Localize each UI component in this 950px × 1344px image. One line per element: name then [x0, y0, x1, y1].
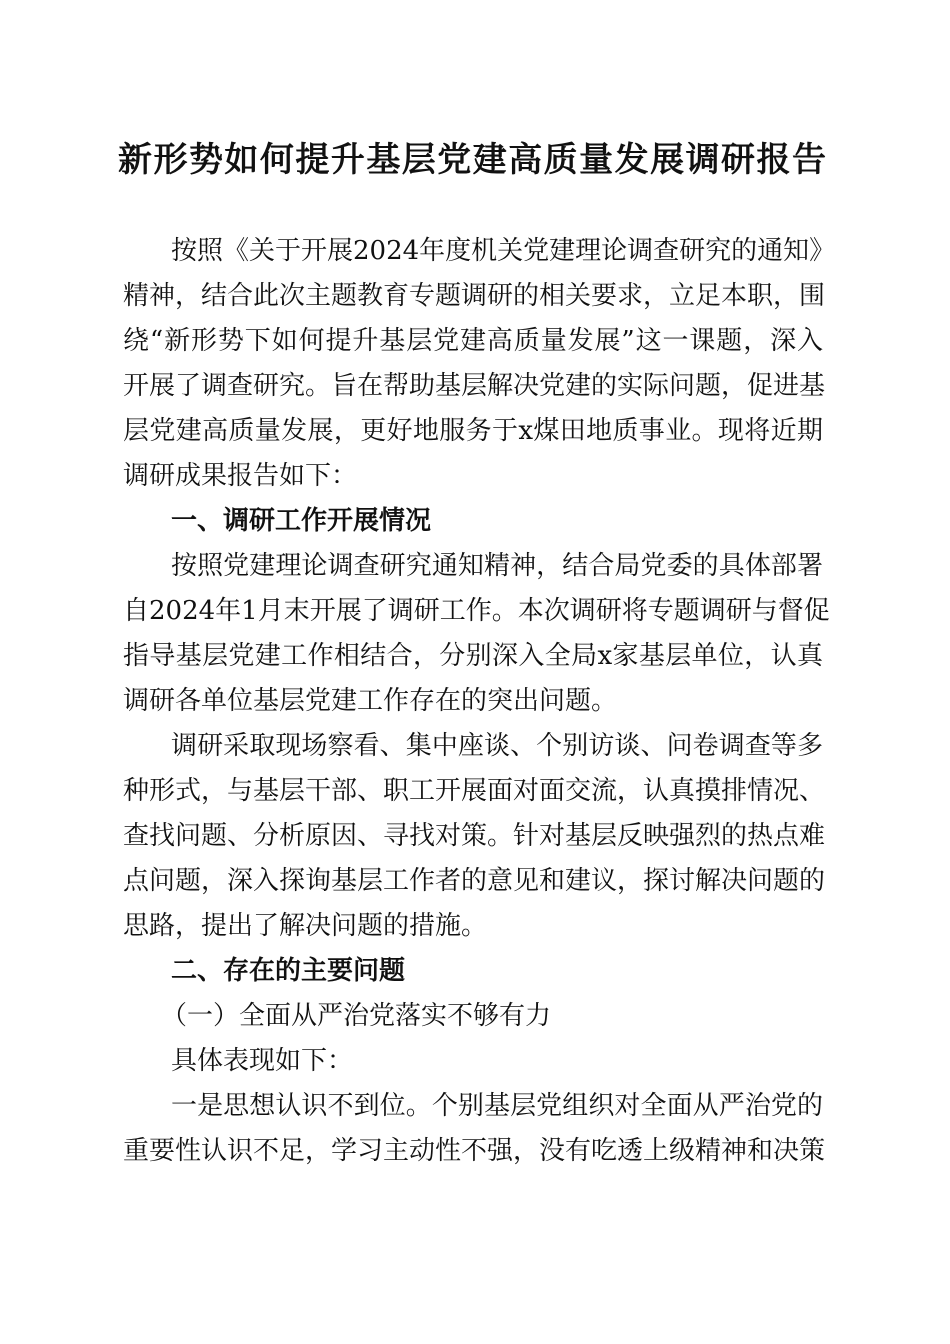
paragraph-line: 调研成果报告如下： — [123, 461, 358, 491]
paragraph-line: 调研采取现场察看、集中座谈、个别访谈、问卷调查等多 — [171, 731, 823, 761]
paragraph-line: 调研各单位基层党建工作存在的突出问题。 — [123, 686, 618, 716]
section-heading: 一、调研工作开展情况 — [171, 506, 432, 536]
paragraph-line: 种形式，与基层干部、职工开展面对面交流，认真摸排情况、 — [123, 776, 826, 806]
document-title: 新形势如何提升基层党建高质量发展调研报告 — [118, 140, 826, 180]
section-heading: 二、存在的主要问题 — [171, 956, 406, 986]
paragraph-line: 具体表现如下： — [171, 1046, 354, 1076]
paragraph-line: 层党建高质量发展，更好地服务于x煤田地质事业。现将近期 — [123, 416, 823, 446]
paragraph-line: 思路，提出了解决问题的措施。 — [123, 911, 488, 941]
paragraph-line: 开展了调查研究。旨在帮助基层解决党建的实际问题，促进基 — [123, 371, 826, 401]
paragraph-line: 按照《关于开展2024年度机关党建理论调查研究的通知》 — [171, 236, 836, 266]
paragraph-line: 一是思想认识不到位。个别基层党组织对全面从严治党的 — [171, 1091, 823, 1121]
document-body — [123, 229, 836, 1174]
paragraph-line: 自2024年1月末开展了调研工作。本次调研将专题调研与督促 — [123, 596, 830, 626]
paragraph-line: 重要性认识不足，学习主动性不强，没有吃透上级精神和决策 — [123, 1136, 826, 1166]
paragraph-line: 按照党建理论调查研究通知精神，结合局党委的具体部署 — [171, 551, 823, 581]
paragraph-line: 查找问题、分析原因、寻找对策。针对基层反映强烈的热点难 — [123, 821, 826, 851]
subsection-heading: （一）全面从严治党落实不够有力 — [161, 1001, 552, 1031]
paragraph-line: 绕“新形势下如何提升基层党建高质量发展”这一课题，深入 — [123, 326, 823, 356]
paragraph-line: 精神，结合此次主题教育专题调研的相关要求，立足本职，围 — [123, 281, 826, 311]
paragraph-line: 指导基层党建工作相结合，分别深入全局x家基层单位，认真 — [123, 641, 823, 671]
paragraph-line: 点问题，深入探询基层工作者的意见和建议，探讨解决问题的 — [123, 866, 826, 896]
